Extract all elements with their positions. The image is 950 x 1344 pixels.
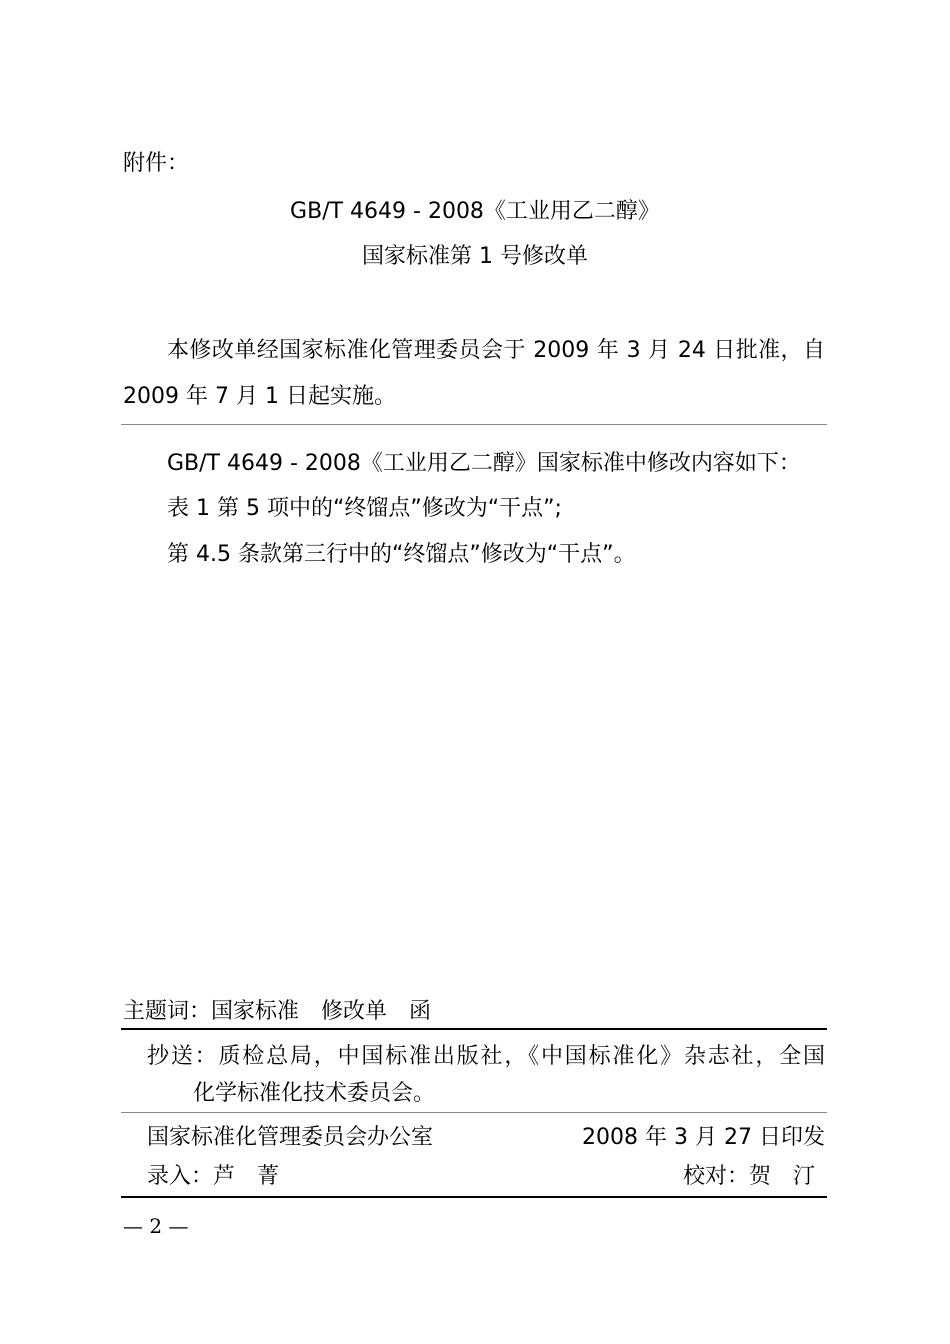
page-number: — 2 —	[123, 1214, 189, 1238]
footer-rule-middle	[121, 1112, 827, 1113]
footer-rule-bottom	[121, 1196, 827, 1198]
cc-line2: 化学标准化技术委员会。	[193, 1081, 436, 1106]
section-divider	[121, 424, 827, 425]
issuer-name: 国家标准化管理委员会办公室	[147, 1125, 434, 1150]
attachment-label: 附件：	[123, 151, 190, 176]
intro-paragraph-line1: 本修改单经国家标准化管理委员会于 2009 年 3 月 24 日批准，自	[167, 338, 825, 363]
proofreader-line: 校对：贺 汀	[682, 1164, 815, 1189]
amendment-intro: GB/T 4649 - 2008《工业用乙二醇》国家标准中修改内容如下：	[167, 451, 801, 476]
amendment-item-1: 表 1 第 5 项中的“终馏点”修改为“干点”;	[167, 496, 562, 521]
document-title-line1: GB/T 4649 - 2008《工业用乙二醇》	[290, 199, 660, 224]
keywords-line: 主题词：国家标准 修改单 函	[123, 999, 432, 1024]
amendment-item-2: 第 4.5 条款第三行中的“终馏点”修改为“干点”。	[167, 542, 636, 567]
typist-line: 录入：芦 菁	[147, 1164, 280, 1189]
intro-paragraph-line2: 2009 年 7 月 1 日起实施。	[123, 384, 396, 409]
document-title-line2: 国家标准第 1 号修改单	[362, 244, 588, 269]
footer-rule-top	[121, 1028, 827, 1030]
issue-date: 2008 年 3 月 27 日印发	[582, 1125, 825, 1150]
cc-line1: 抄送：质检总局，中国标准出版社，《中国标准化》杂志社，全国	[147, 1044, 825, 1069]
